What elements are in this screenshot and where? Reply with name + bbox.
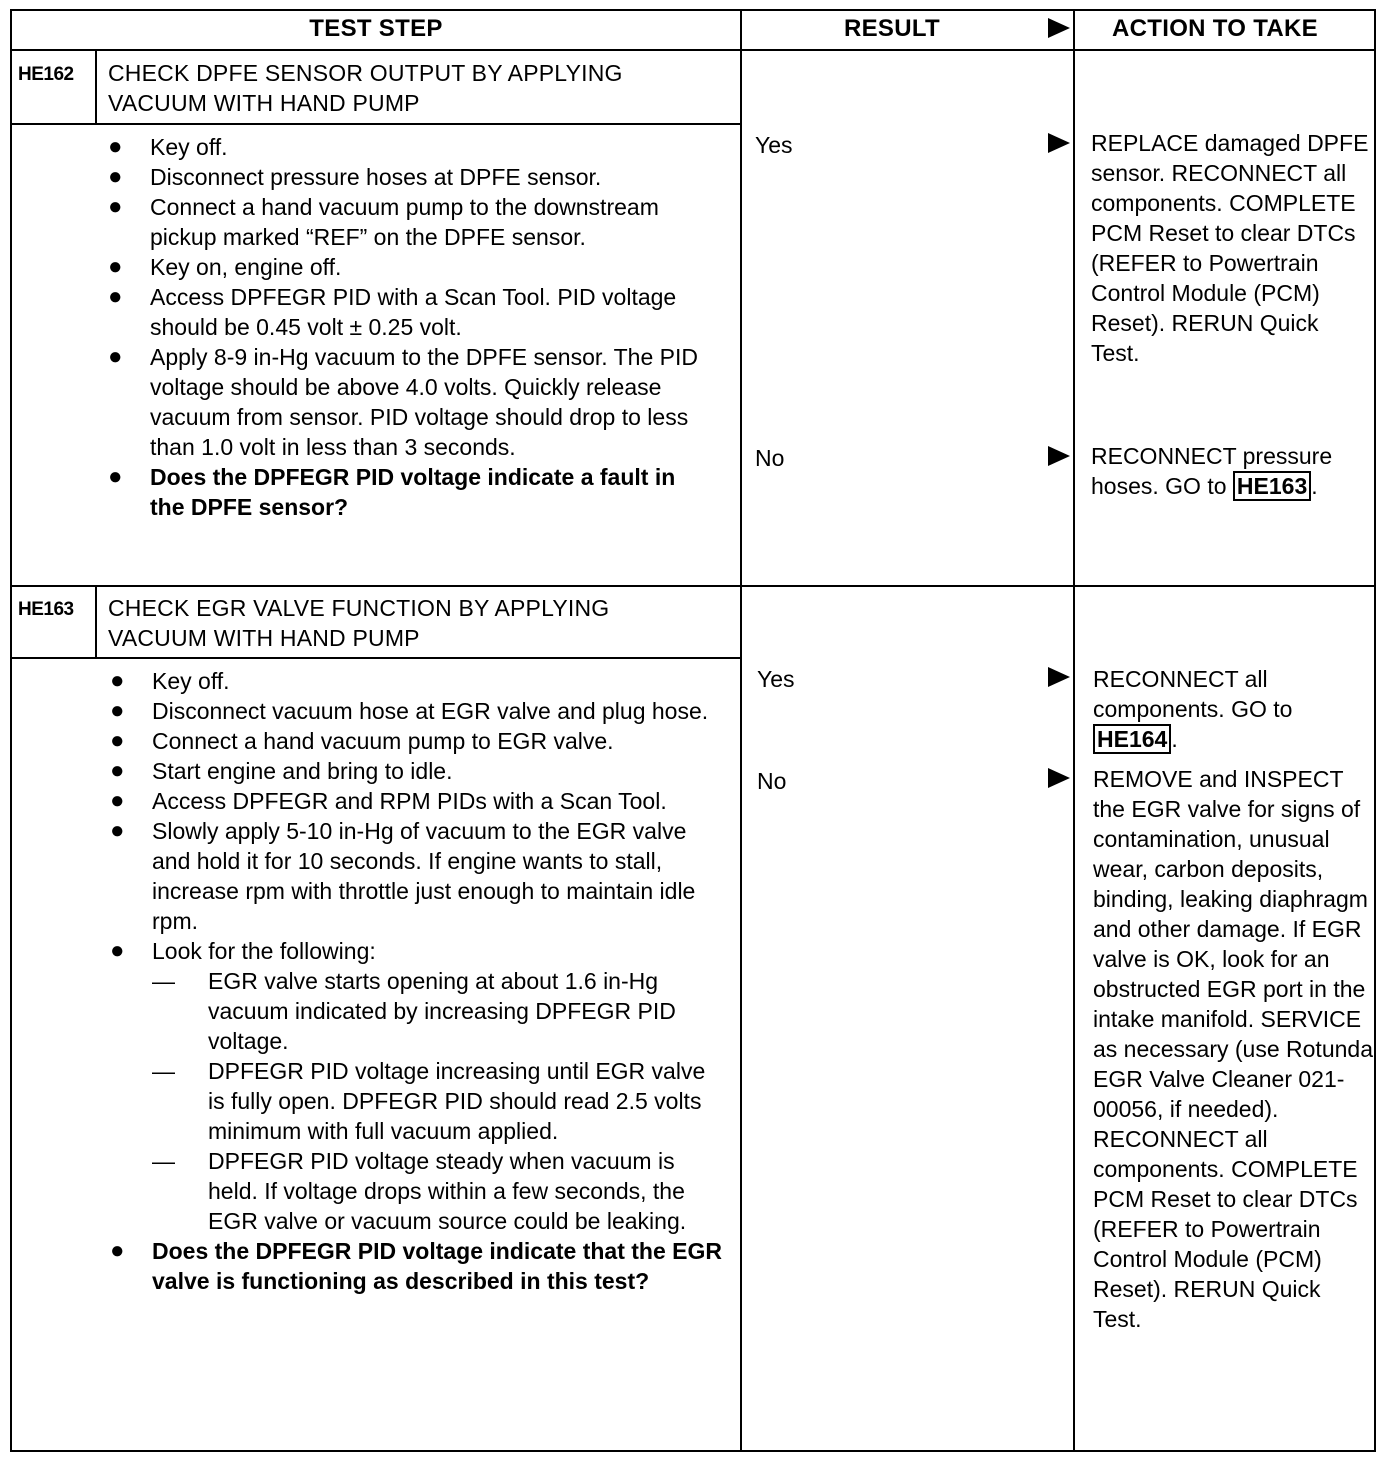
header-test-step: TEST STEP: [309, 15, 443, 42]
bullet-icon: ●: [110, 1237, 125, 1264]
he163-code-divider: [95, 587, 97, 658]
bullet-icon: ●: [110, 937, 125, 964]
he162-title-divider: [10, 123, 742, 125]
list-item: ● Look for the following: — EGR valve starts opening at about 1.6 in-Hg vacuum indicated by increasing DPFEGR PID voltage. — DPFEGR PID voltage increasing until EGR valve is fully open. DPFEGR PID should read 2.5 volts minimum with full vacuum applied. — DPFEGR PID voltage steady when vacuum is held. If voltage drops within a few seconds, the EGR valve or vacuum source could be leaking.: [152, 936, 722, 1236]
he162-title-line1: CHECK DPFE SENSOR OUTPUT BY APPLYING: [108, 60, 623, 86]
list-item: ● Key off.: [110, 667, 230, 694]
he163-no-arrow-icon: [1048, 768, 1070, 788]
he162-action-no: RECONNECT pressure hoses. GO to HE163 .: [1091, 443, 1333, 499]
list-item: ● Slowly apply 5-10 in-Hg of vacuum to the EGR valve and hold it for 10 seconds. If engine wants to stall, increase rpm with throttle just enough to maintain idle rpm.: [110, 817, 696, 934]
bullet-icon: ●: [108, 253, 123, 280]
bullet-icon: ●: [110, 697, 125, 724]
header-arrow-icon: [1048, 18, 1070, 38]
border-left: [10, 9, 12, 1452]
bullet-icon: ●: [110, 817, 125, 844]
bullet-icon: ●: [110, 727, 125, 754]
sub-item: — DPFEGR PID voltage increasing until EGR valve is fully open. DPFEGR PID should read 2.5 volts minimum with full vacuum applied.: [152, 1058, 706, 1144]
he163-title-divider: [10, 657, 742, 659]
he162-title: [108, 58, 623, 118]
he162-no-arrow-icon: [1048, 446, 1070, 466]
list-item: ● Access DPFEGR and RPM PIDs with a Scan Tool.: [110, 787, 667, 814]
he162-title-line2: VACUUM WITH HAND PUMP: [108, 90, 420, 116]
header-action: ACTION TO TAKE: [1112, 15, 1318, 42]
he163-result-no: No: [757, 768, 787, 794]
he163-yes-arrow-icon: [1048, 667, 1070, 687]
border-right: [1374, 9, 1376, 1452]
list-item: ● Connect a hand vacuum pump to EGR valve.: [110, 727, 614, 754]
he163-title-line1: CHECK EGR VALVE FUNCTION BY APPLYING: [108, 595, 610, 621]
dash-icon: —: [152, 1058, 175, 1084]
he162-code-divider: [95, 51, 97, 124]
bullet-icon: ●: [108, 193, 123, 220]
dash-icon: —: [152, 1148, 175, 1174]
he164-ref-link[interactable]: HE164: [1093, 724, 1171, 754]
he163-instructions: [110, 666, 722, 1296]
he163-code: HE163: [18, 599, 74, 620]
he162-action-yes: REPLACE damaged DPFE sensor. RECONNECT all components. COMPLETE PCM Reset to clear DTCs (REFER to Powertrain Control Module (PCM) Reset). RERUN Quick Test.: [1091, 130, 1369, 366]
list-item: ● Apply 8-9 in-Hg vacuum to the DPFE sensor. The PID voltage should be above 4.0 volts. Quickly release vacuum from sensor. PID voltage should drop to less than 1.0 volt in less than 3 seconds.: [108, 343, 698, 460]
he163-action-no: REMOVE and INSPECT the EGR valve for signs of contamination, unusual wear, carbon deposits, binding, leaking diaphragm and other damage. If EGR valve is OK, look for an obstructed EGR port in the intake manifold. SERVICE as necessary (use Rotunda EGR Valve Cleaner 021-00056, if needed). RECONNECT all components. COMPLETE PCM Reset to clear DTCs (REFER to Powertrain Control Module (PCM) Reset). RERUN Quick Test.: [1093, 766, 1373, 1332]
list-item: ● Key on, engine off.: [108, 253, 342, 280]
he162-code: HE162: [18, 64, 74, 85]
header-result: RESULT: [843, 15, 941, 42]
he162-instructions: [108, 132, 715, 522]
he163-ref-link[interactable]: HE163: [1233, 471, 1311, 501]
list-item: ● Disconnect vacuum hose at EGR valve and plug hose.: [110, 697, 709, 724]
he162-question: ● Does the DPFEGR PID voltage indicate a fault in the DPFE sensor?: [108, 463, 676, 520]
border-bottom: [10, 1450, 1376, 1452]
bullet-icon: ●: [108, 133, 123, 160]
he163-title-line2: VACUUM WITH HAND PUMP: [108, 625, 420, 651]
bullet-icon: ●: [110, 787, 125, 814]
he162-yes-arrow-icon: [1048, 133, 1070, 153]
list-item: ● Key off.: [108, 133, 228, 160]
bullet-icon: ●: [108, 463, 123, 490]
sub-item: — EGR valve starts opening at about 1.6 in-Hg vacuum indicated by increasing DPFEGR PID voltage.: [152, 968, 676, 1054]
list-item: ● Disconnect pressure hoses at DPFE sensor.: [108, 163, 602, 190]
col-divider-1: [740, 9, 742, 1452]
he162-result-yes: Yes: [755, 132, 793, 158]
bullet-icon: ●: [108, 283, 123, 310]
he163-action-yes: RECONNECT all components. GO to HE164 .: [1093, 666, 1293, 752]
he163-result-yes: Yes: [757, 666, 795, 692]
he162-result-no: No: [755, 445, 785, 471]
he163-question: ● Does the DPFEGR PID voltage indicate that the EGR valve is functioning as described in this test?: [110, 1237, 722, 1294]
list-item: ● Access DPFEGR PID with a Scan Tool. PID voltage should be 0.45 volt ± 0.25 volt.: [108, 283, 677, 340]
bullet-icon: ●: [110, 757, 125, 784]
row-divider: [10, 585, 1376, 587]
header-divider: [10, 49, 1376, 51]
bullet-icon: ●: [110, 667, 125, 694]
list-item: ● Connect a hand vacuum pump to the downstream pickup marked “REF” on the DPFE sensor.: [108, 193, 659, 250]
dash-icon: —: [152, 968, 175, 994]
he163-title: [108, 593, 609, 653]
col-divider-2: [1073, 9, 1075, 1452]
bullet-icon: ●: [108, 343, 123, 370]
sub-item: — DPFEGR PID voltage steady when vacuum is held. If voltage drops within a few seconds, the EGR valve or vacuum source could be leaking.: [152, 1148, 687, 1234]
list-item: ● Start engine and bring to idle.: [110, 757, 453, 784]
bullet-icon: ●: [108, 163, 123, 190]
he163-subitems: [152, 966, 722, 1236]
